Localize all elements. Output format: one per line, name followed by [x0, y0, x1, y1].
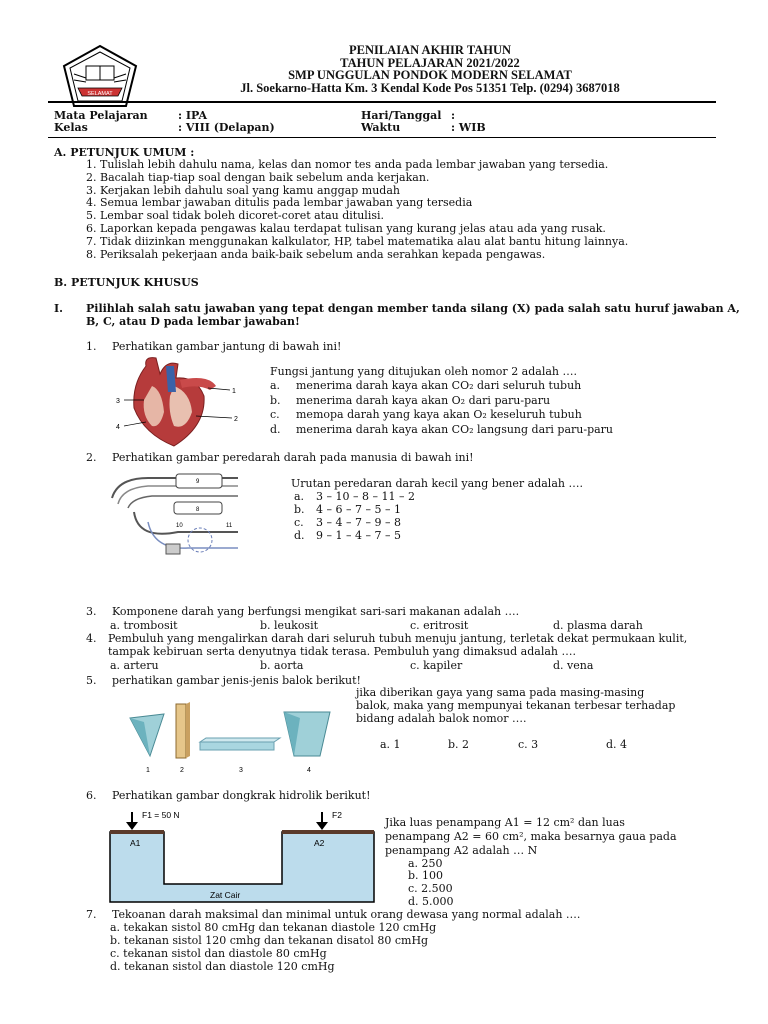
q2-option-a[interactable]: 3 – 10 – 8 – 11 – 2 — [316, 490, 415, 503]
q4-option-c[interactable]: c. kapiler — [410, 659, 463, 672]
q4-option-a[interactable]: a. arteru — [110, 659, 159, 672]
q2-number: 2. — [86, 451, 97, 464]
q6-number: 6. — [86, 789, 97, 802]
q5-stem: perhatikan gambar jenis-jenis balok berikut! — [112, 674, 361, 687]
specific-instructions-heading: B. PETUNJUK KHUSUS — [54, 276, 199, 289]
q5-question-line-2: balok, maka yang mempunyai tekanan terbesar terhadap — [356, 699, 676, 712]
circ-label-11: 11 — [226, 523, 233, 529]
instruction-item: 6. Laporkan kepada pengawas kalau terdapat tulisan yang kurang jelas atau ada yang rusak. — [86, 222, 606, 235]
header-school-name: SMP UNGGULAN PONDOK MODERN SELAMAT — [288, 68, 572, 82]
q1-option-b-letter[interactable]: b. — [270, 394, 281, 407]
instruction-item: 2. Bacalah tiap-tiap soal dengan baik sebelum anda kerjakan. — [86, 171, 430, 184]
header-line-1: PENILAIAN AKHIR TAHUN — [348, 43, 512, 57]
q1-option-d-letter[interactable]: d. — [270, 423, 281, 436]
q4-option-b[interactable]: b. aorta — [260, 659, 304, 672]
jack-a1-label: A1 — [130, 838, 141, 848]
instruction-item: 5. Lembar soal tidak boleh dicoret-coret atau ditulisi. — [86, 209, 384, 222]
q1-option-c[interactable]: memopa darah yang kaya akan O₂ keseluruh tubuh — [296, 408, 582, 421]
q4-stem-line-2: tampak kebiruan serta denyutnya tidak terasa. Pembuluh yang dimaksud adalah …. — [108, 645, 576, 658]
q5-question-line-3: bidang adalah balok nomor …. — [356, 712, 527, 725]
logo-text: SELAMAT — [87, 91, 113, 97]
q1-number: 1. — [86, 340, 97, 353]
heart-diagram — [104, 356, 254, 448]
q6-question-line-1: Jika luas penampang A1 = 12 cm² dan luas — [385, 816, 625, 829]
section-instruction-line-2: B, C, atau D pada lembar jawaban! — [86, 315, 300, 328]
jack-a2-label: A2 — [314, 838, 325, 848]
block-label-2: 2 — [180, 767, 184, 774]
block-label-4: 4 — [307, 767, 311, 774]
date-label: Hari/Tanggal — [361, 109, 442, 122]
heart-label-3: 3 — [116, 398, 120, 405]
q2-option-d[interactable]: 9 – 1 – 4 – 7 – 5 — [316, 529, 401, 542]
circ-label-10: 10 — [176, 523, 183, 529]
q6-option-c[interactable]: c. 2.500 — [408, 882, 453, 895]
date-value: : — [451, 109, 456, 122]
q5-option-a[interactable]: a. 1 — [380, 738, 401, 751]
block-label-3: 3 — [239, 767, 243, 774]
subject-value: : IPA — [178, 109, 208, 122]
block-label-1: 1 — [146, 767, 150, 774]
q4-number: 4. — [86, 632, 97, 645]
q3-option-a[interactable]: a. trombosit — [110, 619, 178, 632]
class-label: Kelas — [54, 121, 88, 134]
circ-label-8: 8 — [196, 507, 200, 513]
instruction-item: 3. Kerjakan lebih dahulu soal yang kamu anggap mudah — [86, 184, 400, 197]
q7-option-d[interactable]: d. tekanan sistol dan diastole 120 cmHg — [110, 960, 335, 973]
instruction-item: 1. Tulislah lebih dahulu nama, kelas dan nomor tes anda pada lembar jawaban yang tersedia. — [86, 158, 609, 171]
q3-stem: Komponene darah yang berfungsi mengikat sari-sari makanan adalah …. — [112, 605, 520, 618]
q1-stem: Perhatikan gambar jantung di bawah ini! — [112, 340, 342, 353]
q1-question: Fungsi jantung yang ditujukan oleh nomor 2 adalah …. — [270, 365, 577, 378]
q5-number: 5. — [86, 674, 97, 687]
q7-stem: Tekoanan darah maksimal dan minimal untuk orang dewasa yang normal adalah …. — [112, 908, 581, 921]
subject-label: Mata Pelajaran — [54, 109, 148, 122]
instruction-item: 8. Periksalah pekerjaan anda baik-baik sebelum anda serahkan kepada pengawas. — [86, 248, 546, 261]
q2-option-b-letter[interactable]: b. — [294, 503, 305, 516]
class-value: : VIII (Delapan) — [178, 121, 275, 134]
q5-question-line-1: jika diberikan gaya yang sama pada masing-masing — [356, 686, 645, 699]
instruction-item: 4. Semua lembar jawaban ditulis pada lembar jawaban yang tersedia — [86, 196, 473, 209]
q4-option-d[interactable]: d. vena — [553, 659, 594, 672]
q7-option-a[interactable]: a. tekakan sistol 80 cmHg dan tekanan diastole 120 cmHg — [110, 921, 437, 934]
q5-option-b[interactable]: b. 2 — [448, 738, 470, 751]
q6-option-a[interactable]: a. 250 — [408, 857, 443, 870]
circulation-diagram — [108, 470, 246, 562]
q7-number: 7. — [86, 908, 97, 921]
q2-option-b[interactable]: 4 – 6 – 7 – 5 – 1 — [316, 503, 401, 516]
q1-option-a[interactable]: menerima darah kaya akan CO₂ dari seluruh tubuh — [296, 379, 582, 392]
q6-option-b[interactable]: b. 100 — [408, 869, 444, 882]
q5-option-d[interactable]: d. 4 — [606, 738, 628, 751]
q6-stem: Perhatikan gambar dongkrak hidrolik berikut! — [112, 789, 371, 802]
q2-option-c-letter[interactable]: c. — [294, 516, 304, 529]
general-instructions-heading: A. PETUNJUK UMUM : — [54, 146, 195, 159]
jack-f2-label: F2 — [332, 810, 342, 820]
info-divider — [48, 137, 716, 138]
q2-question: Urutan peredaran darah kecil yang bener adalah …. — [291, 477, 583, 490]
heart-label-1: 1 — [232, 388, 236, 395]
q7-option-c[interactable]: c. tekanan sistol dan diastole 80 cmHg — [110, 947, 327, 960]
q1-option-c-letter[interactable]: c. — [270, 408, 280, 421]
q6-question-line-3: penampang A2 adalah … N — [385, 844, 538, 857]
q2-option-d-letter[interactable]: d. — [294, 529, 305, 542]
instruction-item: 7. Tidak diizinkan menggunakan kalkulator, HP, tabel matematika alau alat bantu hitung lainnya. — [86, 235, 629, 248]
q1-option-a-letter[interactable]: a. — [270, 379, 281, 392]
q3-option-d[interactable]: d. plasma darah — [553, 619, 643, 632]
hydraulic-jack-diagram — [108, 806, 376, 906]
heart-label-2: 2 — [234, 416, 238, 423]
q5-option-c[interactable]: c. 3 — [518, 738, 539, 751]
q6-option-d[interactable]: d. 5.000 — [408, 895, 454, 908]
q7-option-b[interactable]: b. tekanan sistol 120 cmhg dan tekanan disatol 80 cmHg — [110, 934, 429, 947]
section-number: I. — [54, 302, 63, 315]
heart-label-4: 4 — [116, 424, 120, 431]
q1-option-b[interactable]: menerima darah kaya akan O₂ dari paru-paru — [296, 394, 551, 407]
q3-option-c[interactable]: c. eritrosit — [410, 619, 469, 632]
q2-option-a-letter[interactable]: a. — [294, 490, 305, 503]
q6-question-line-2: penampang A2 = 60 cm², maka besarnya gaua pada — [385, 830, 677, 843]
header-address: Jl. Soekarno-Hatta Km. 3 Kendal Kode Pos 51351 Telp. (0294) 3687018 — [240, 81, 620, 95]
q4-stem-line-1: Pembuluh yang mengalirkan darah dari seluruh tubuh menuju jantung, terletak dekat permukaan kulit, — [108, 632, 688, 645]
jack-f1-label: F1 = 50 N — [142, 810, 180, 820]
jack-fluid-label: Zat Cair — [210, 890, 241, 900]
q3-number: 3. — [86, 605, 97, 618]
header-line-2: TAHUN PELAJARAN 2021/2022 — [340, 56, 520, 70]
q3-option-b[interactable]: b. leukosit — [260, 619, 319, 632]
section-instruction-line-1: Pilihlah salah satu jawaban yang tepat dengan member tanda silang (X) pada salah satu huruf jawaban A, — [86, 302, 740, 315]
circ-label-9: 9 — [196, 479, 200, 485]
q2-option-c[interactable]: 3 – 4 – 7 – 9 – 8 — [316, 516, 401, 529]
time-value: : WIB — [451, 121, 486, 134]
q2-stem: Perhatikan gambar peredarah darah pada manusia di bawah ini! — [112, 451, 474, 464]
blocks-diagram — [124, 700, 340, 776]
school-logo — [60, 44, 140, 114]
header-divider — [48, 101, 716, 103]
q1-option-d[interactable]: menerima darah kaya akan CO₂ langsung dari paru-paru — [296, 423, 614, 436]
time-label: Waktu — [361, 121, 401, 134]
